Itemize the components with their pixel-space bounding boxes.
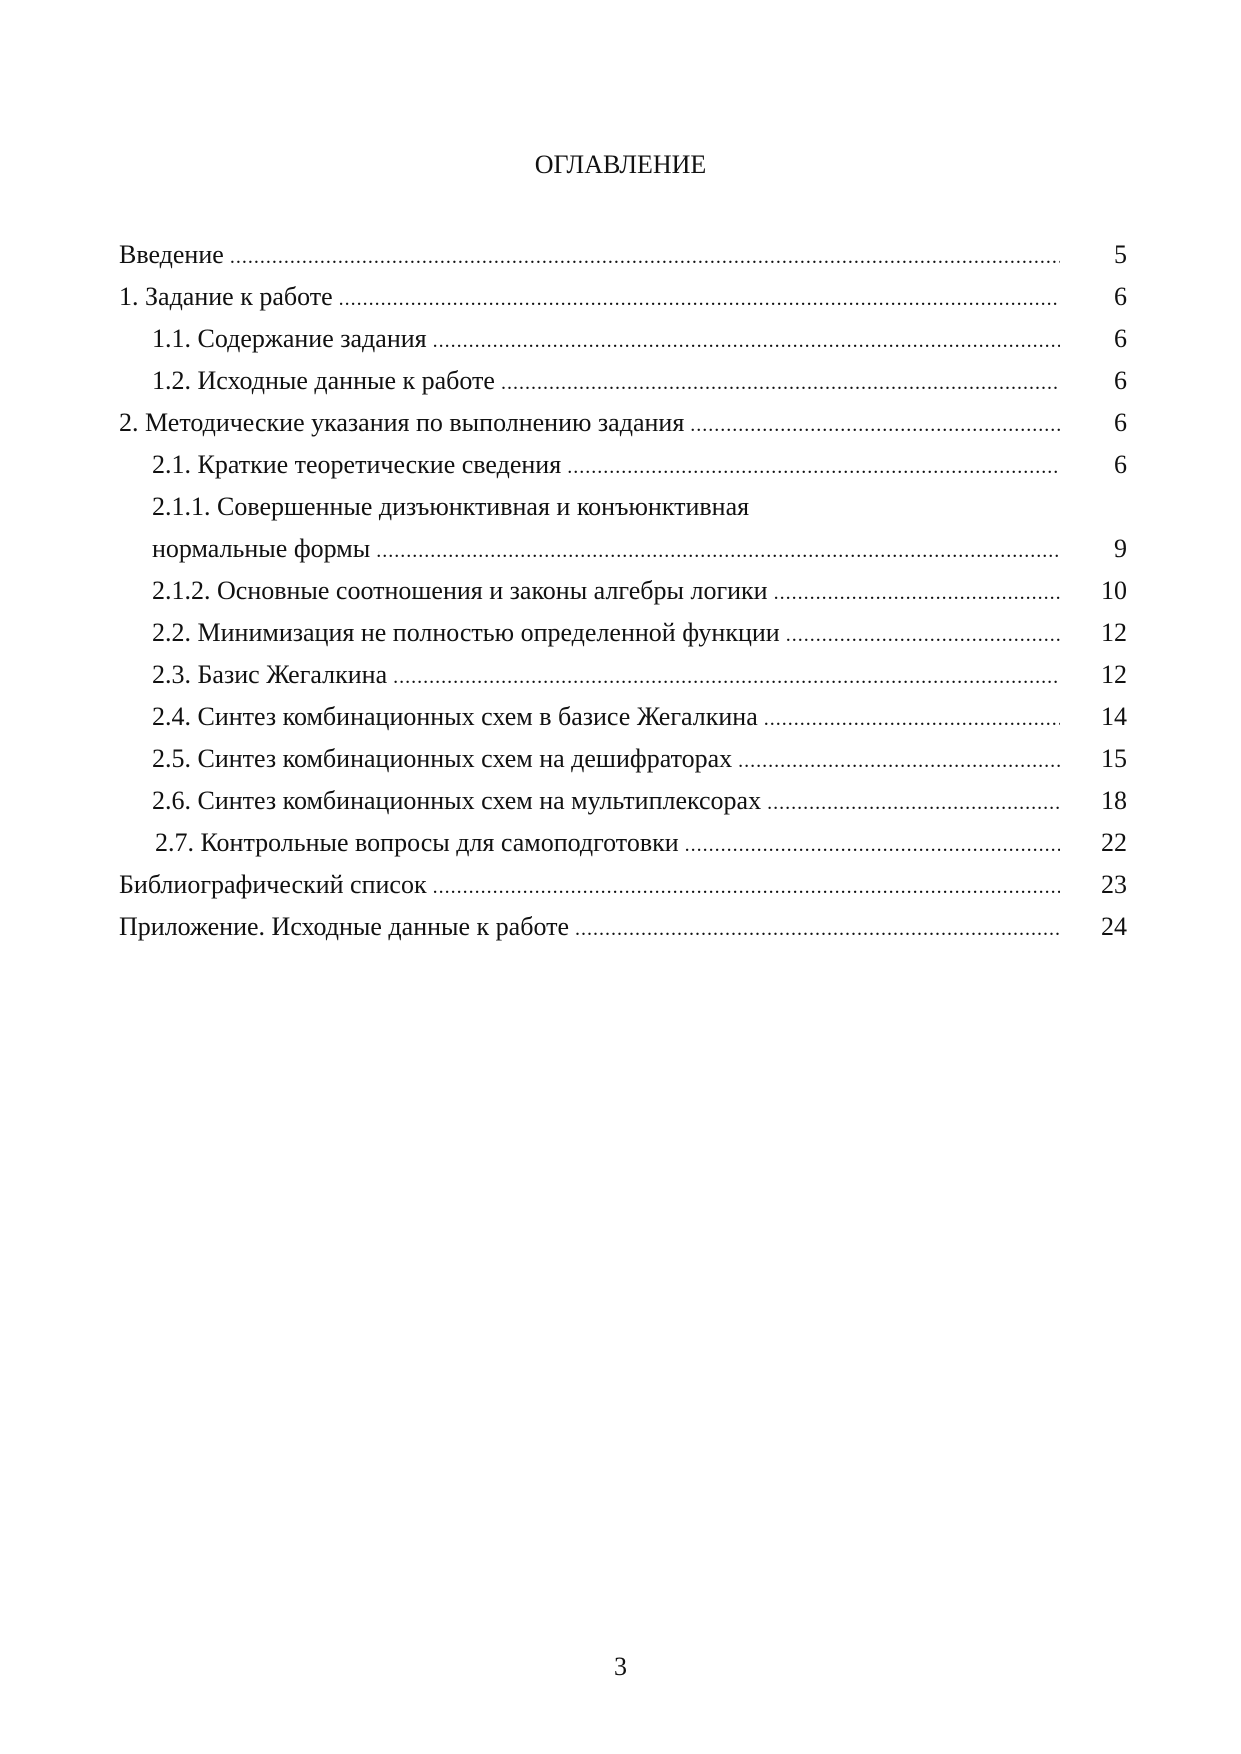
toc-entry-page: 10 — [1101, 576, 1127, 605]
toc-entry-page: 12 — [1101, 660, 1127, 689]
toc-entry-label: 2.1.1. Совершенные дизъюнктивная и конъюнктивная — [152, 492, 750, 521]
toc-entry-page: 5 — [1114, 240, 1127, 269]
dot-leader — [230, 236, 1060, 278]
toc-entry[interactable] — [119, 360, 1127, 402]
toc-entry[interactable] — [119, 906, 1127, 948]
toc-entry-page: 24 — [1101, 912, 1127, 941]
toc-entry-page: 6 — [1114, 282, 1127, 311]
toc-entry[interactable] — [119, 612, 1127, 654]
toc-entry-label: Библиографический список — [119, 870, 427, 899]
toc-entry-label: 1. Задание к работе — [119, 282, 333, 311]
toc-entry-page: 15 — [1101, 744, 1127, 773]
toc-entry-page: 6 — [1114, 324, 1127, 353]
toc-entry[interactable] — [119, 864, 1127, 906]
dot-leader — [690, 404, 1060, 446]
toc-entry[interactable] — [119, 234, 1127, 276]
toc-entry[interactable] — [119, 822, 1127, 864]
toc-entry[interactable] — [119, 318, 1127, 360]
toc-entry-label: 2.4. Синтез комбинационных схем в базисе Жегалкина — [152, 702, 758, 731]
toc-entry-label: 2.1.2. Основные соотношения и законы алгебры логики — [152, 576, 768, 605]
toc-entry[interactable] — [119, 654, 1127, 696]
dot-leader — [501, 362, 1060, 404]
dot-leader — [575, 908, 1060, 950]
dot-leader — [567, 446, 1060, 488]
dot-leader — [764, 698, 1060, 740]
toc-entry-page: 6 — [1114, 366, 1127, 395]
toc-entry[interactable] — [119, 738, 1127, 780]
dot-leader — [376, 530, 1060, 572]
toc-entry[interactable] — [119, 570, 1127, 612]
dot-leader — [433, 866, 1060, 908]
toc-entry-page: 22 — [1101, 828, 1127, 857]
toc-entry-page: 6 — [1114, 450, 1127, 479]
dot-leader — [738, 740, 1060, 782]
toc-entry[interactable] — [119, 528, 1127, 570]
toc-entry-page: 12 — [1101, 618, 1127, 647]
toc-entry-page: 18 — [1101, 786, 1127, 815]
table-of-contents — [119, 234, 1127, 948]
toc-entry-label: Введение — [119, 240, 224, 269]
dot-leader — [685, 824, 1060, 866]
toc-entry-label: 2.2. Минимизация не полностью определенной функции — [152, 618, 780, 647]
toc-entry-label: 1.2. Исходные данные к работе — [152, 366, 495, 395]
toc-entry[interactable] — [119, 444, 1127, 486]
dot-leader — [339, 278, 1060, 320]
toc-entry-page: 9 — [1114, 534, 1127, 563]
toc-entry[interactable] — [119, 780, 1127, 822]
toc-entry-label: Приложение. Исходные данные к работе — [119, 912, 569, 941]
dot-leader — [786, 614, 1060, 656]
dot-leader — [393, 656, 1060, 698]
toc-entry[interactable] — [119, 486, 1127, 528]
dot-leader — [433, 320, 1060, 362]
toc-entry-label: 2.1. Краткие теоретические сведения — [152, 450, 562, 479]
toc-entry-label: 2.6. Синтез комбинационных схем на мультиплексорах — [152, 786, 762, 815]
toc-entry-label: 2.7. Контрольные вопросы для самоподготовки — [155, 828, 679, 857]
toc-entry-label: 2. Методические указания по выполнению задания — [119, 408, 685, 437]
toc-entry-page: 23 — [1101, 870, 1127, 899]
toc-entry-label: 1.1. Содержание задания — [152, 324, 427, 353]
toc-entry-label: нормальные формы — [152, 534, 371, 563]
toc-entry-page: 14 — [1101, 702, 1127, 731]
dot-leader — [774, 572, 1060, 614]
toc-entry-page: 6 — [1114, 408, 1127, 437]
toc-entry-label: 2.5. Синтез комбинационных схем на дешифраторах — [152, 744, 733, 773]
toc-entry[interactable] — [119, 696, 1127, 738]
dot-leader — [767, 782, 1060, 824]
toc-entry[interactable] — [119, 276, 1127, 318]
page-title: ОГЛАВЛЕНИЕ — [534, 150, 707, 179]
toc-entry[interactable] — [119, 402, 1127, 444]
page-number: 3 — [614, 1652, 627, 1681]
toc-entry-label: 2.3. Базис Жегалкина — [152, 660, 388, 689]
